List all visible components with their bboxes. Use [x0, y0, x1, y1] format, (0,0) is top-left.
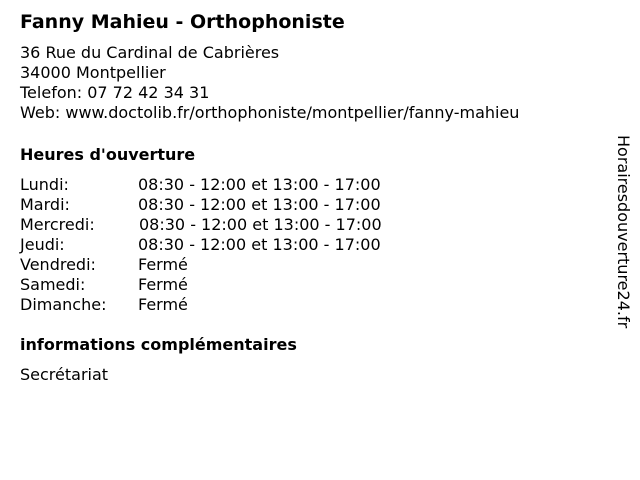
day-label: Mardi:: [20, 195, 70, 214]
page-title: Fanny Mahieu - Orthophoniste: [20, 11, 345, 33]
watermark: [612, 135, 636, 371]
day-hours: Fermé: [138, 295, 188, 314]
hours-heading: Heures d'ouverture: [20, 145, 196, 164]
day-label: Mercredi:: [20, 215, 95, 234]
website-link[interactable]: Web: www.doctolib.fr/orthophoniste/montpellier/fanny-mahieu: [20, 103, 520, 122]
day-hours: 08:30 - 12:00 et 13:00 - 17:00: [138, 235, 381, 254]
day-hours: 08:30 - 12:00 et 13:00 - 17:00: [139, 215, 382, 234]
day-hours: Fermé: [138, 255, 188, 274]
address-street: 36 Rue du Cardinal de Cabrières: [20, 43, 280, 62]
day-label: Samedi:: [20, 275, 86, 294]
info-heading: informations complémentaires: [20, 335, 297, 354]
address-city: 34000 Montpellier: [20, 63, 166, 82]
phone-number: Telefon: 07 72 42 34 31: [20, 83, 210, 102]
day-label: Lundi:: [20, 175, 69, 194]
contact-block: [20, 43, 519, 123]
info-text: Secrétariat: [20, 365, 109, 384]
day-hours: 08:30 - 12:00 et 13:00 - 17:00: [138, 195, 381, 214]
watermark-text: Horairesdouverture24.fr: [614, 135, 633, 329]
day-label: Vendredi:: [20, 255, 96, 274]
day-hours: 08:30 - 12:00 et 13:00 - 17:00: [138, 175, 381, 194]
day-label: Jeudi:: [20, 235, 65, 254]
day-hours: Fermé: [138, 275, 188, 294]
day-label: Dimanche:: [20, 295, 107, 314]
